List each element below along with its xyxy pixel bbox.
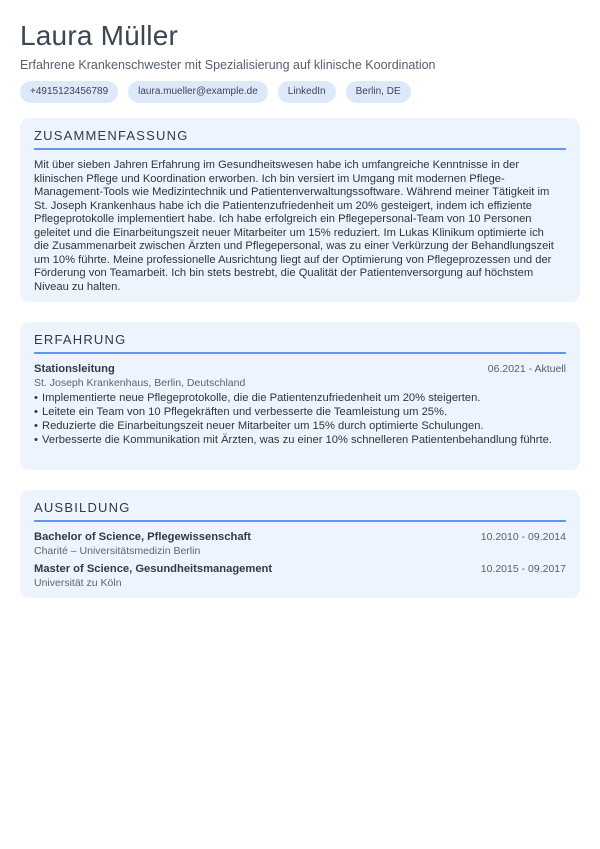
job-bullets xyxy=(34,391,566,447)
location-pill: Berlin, DE xyxy=(346,81,411,103)
education-date: 10.2010 - 09.2014 xyxy=(480,531,566,543)
job-bullet: • Reduzierte die Einarbeitungszeit neuer Mitarbeiter um 15% durch optimierte Schulungen. xyxy=(34,419,566,433)
summary-title: ZUSAMMENFASSUNG xyxy=(34,127,566,150)
job-bullet: • Implementierte neue Pflegeprotokolle, die die Patientenzufriedenheit um 20% steigerten. xyxy=(34,391,566,405)
resume-header xyxy=(20,18,580,103)
education-section xyxy=(20,490,580,598)
job-entry xyxy=(34,362,566,447)
education-title: AUSBILDUNG xyxy=(34,499,566,522)
education-degree: Bachelor of Science, Pflegewissenschaft xyxy=(34,531,251,543)
job-date: 06.2021 - Aktuell xyxy=(487,363,566,375)
education-header xyxy=(34,530,566,545)
education-entry xyxy=(34,530,566,558)
education-header xyxy=(34,562,566,577)
summary-section xyxy=(20,118,580,302)
phone-pill[interactable]: +4915123456789 xyxy=(20,81,118,103)
education-date: 10.2015 - 09.2017 xyxy=(480,563,566,575)
job-company: St. Joseph Krankenhaus, Berlin, Deutschland xyxy=(34,377,246,389)
contact-pills xyxy=(20,81,580,103)
job-header xyxy=(34,362,566,377)
linkedin-pill[interactable]: LinkedIn xyxy=(278,81,336,103)
summary-text: Mit über sieben Jahren Erfahrung im Gesundheitswesen habe ich umfangreiche Kenntnisse in der klinischen Pflege und Koordination erworben. Ich bin versiert im Umgang mit modernen Pflege-Management-Tools wie Medizintechnik und Patientenverwaltungssoftware. Während meiner Tätigkeit im St. Joseph Krankenhaus habe ich die Patientenzufriedenheit um 20% gesteigert, indem ich effiziente Pflegeprotokolle implementiert habe. Ich habe erfolgreich ein Pflegepersonal-Team von 10 Personen geleitet und die Einarbeitungszeit neuer Mitarbeiter um 15% reduziert. Im Lukas Klinikum optimierte ich die Zusammenarbeit zwischen Ärzten und Pflegepersonal, was zu einer Verkürzung der Behandlungszeit um 10% führte. Meine professionelle Ausrichtung liegt auf der Optimierung von Pflegeprozessen und der Förderung von Teamarbeit. Ich bin stets bestrebt, die Qualität der Patientenversorgung auf höchstem Niveau zu halten. xyxy=(34,159,554,293)
education-school: Universität zu Köln xyxy=(34,577,122,589)
experience-title: ERFAHRUNG xyxy=(34,331,566,354)
job-bullet: • Verbesserte die Kommunikation mit Ärzten, was zu einer 10% schnelleren Patientenbehandlung führte. xyxy=(34,433,566,447)
education-entry xyxy=(34,562,566,590)
tagline: Erfahrene Krankenschwester mit Spezialisierung auf klinische Koordination xyxy=(20,58,436,72)
email-pill[interactable]: laura.mueller@example.de xyxy=(128,81,268,103)
job-bullet: • Leitete ein Team von 10 Pflegekräften und verbesserte die Teamleistung um 25%. xyxy=(34,405,566,419)
experience-section xyxy=(20,322,580,470)
education-school: Charité – Universitätsmedizin Berlin xyxy=(34,545,201,557)
job-title: Stationsleitung xyxy=(34,363,115,375)
education-degree: Master of Science, Gesundheitsmanagement xyxy=(34,563,273,575)
person-name: Laura Müller xyxy=(20,20,179,51)
